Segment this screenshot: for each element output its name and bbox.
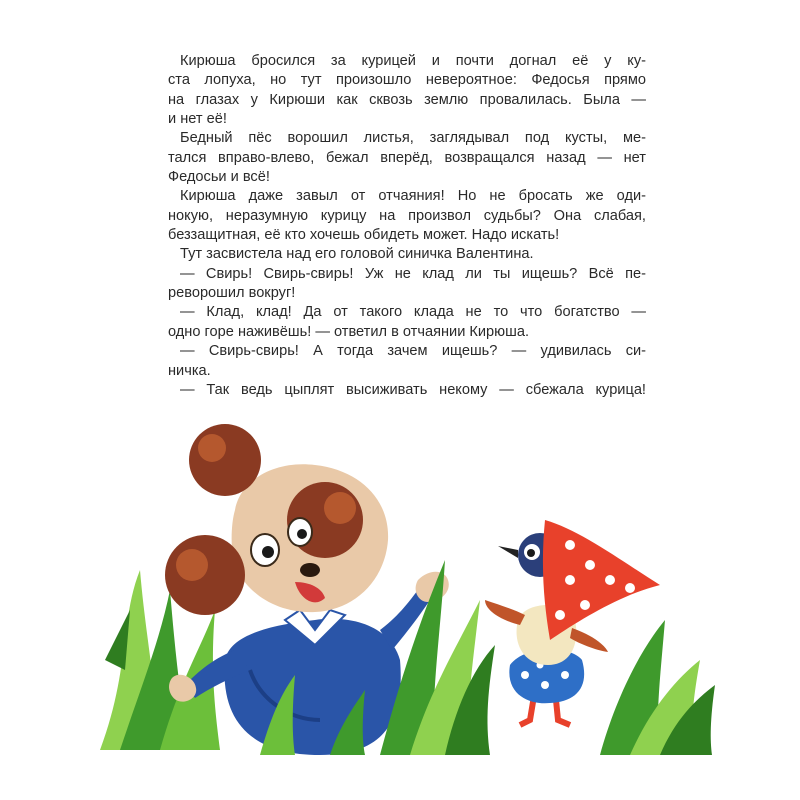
text-line: Федосьи и всё! (168, 169, 270, 186)
text-line: Тут засвистела над его головой синичка Валентина. (180, 246, 534, 263)
text-line: — Свирь! Свирь-свирь! Уж не клад ли ты ищешь? Всё пе- (180, 265, 646, 282)
text-line: — Свирь-свирь! А тогда зачем ищешь? — удивилась си- (180, 343, 646, 360)
text-line: ста лопуха, но тут произошло невероятное: Федосья прямо (168, 72, 646, 89)
text-line: Кирюша бросился за курицей и почти догнал её у ку- (180, 53, 646, 69)
text-line: реворошил вокруг! (168, 285, 296, 302)
text-line: нокую, неразумную курицу на произвол судьбы? Она слабая, (168, 207, 646, 224)
text-line: — Клад, клад! Да от такого клада не то что богатство — (180, 304, 646, 321)
text-line: тался вправо-влево, бежал вперёд, возвращался назад — нет (168, 149, 646, 166)
text-line: и нет её! (168, 111, 227, 128)
grass-right-icon (600, 620, 715, 755)
text-line: — Так ведь цыплят высиживать некому — сбежала курица! (180, 381, 646, 398)
illustration (100, 420, 720, 760)
text-line: Кирюша даже завыл от отчаяния! Но не бросать же оди- (180, 188, 646, 205)
text-line: беззащитная, её кто хочешь обидеть может. Надо искать! (168, 227, 560, 244)
story-text (168, 52, 646, 400)
text-line: ничка. (168, 362, 211, 379)
text-line: на глазах у Кирюши как сквозь землю провалилась. Была — (168, 91, 646, 108)
text-line: Бедный пёс ворошил листья, заглядывал под кусты, ме- (180, 130, 646, 147)
text-line: одно горе наживёшь! — ответил в отчаянии Кирюша. (168, 323, 530, 340)
